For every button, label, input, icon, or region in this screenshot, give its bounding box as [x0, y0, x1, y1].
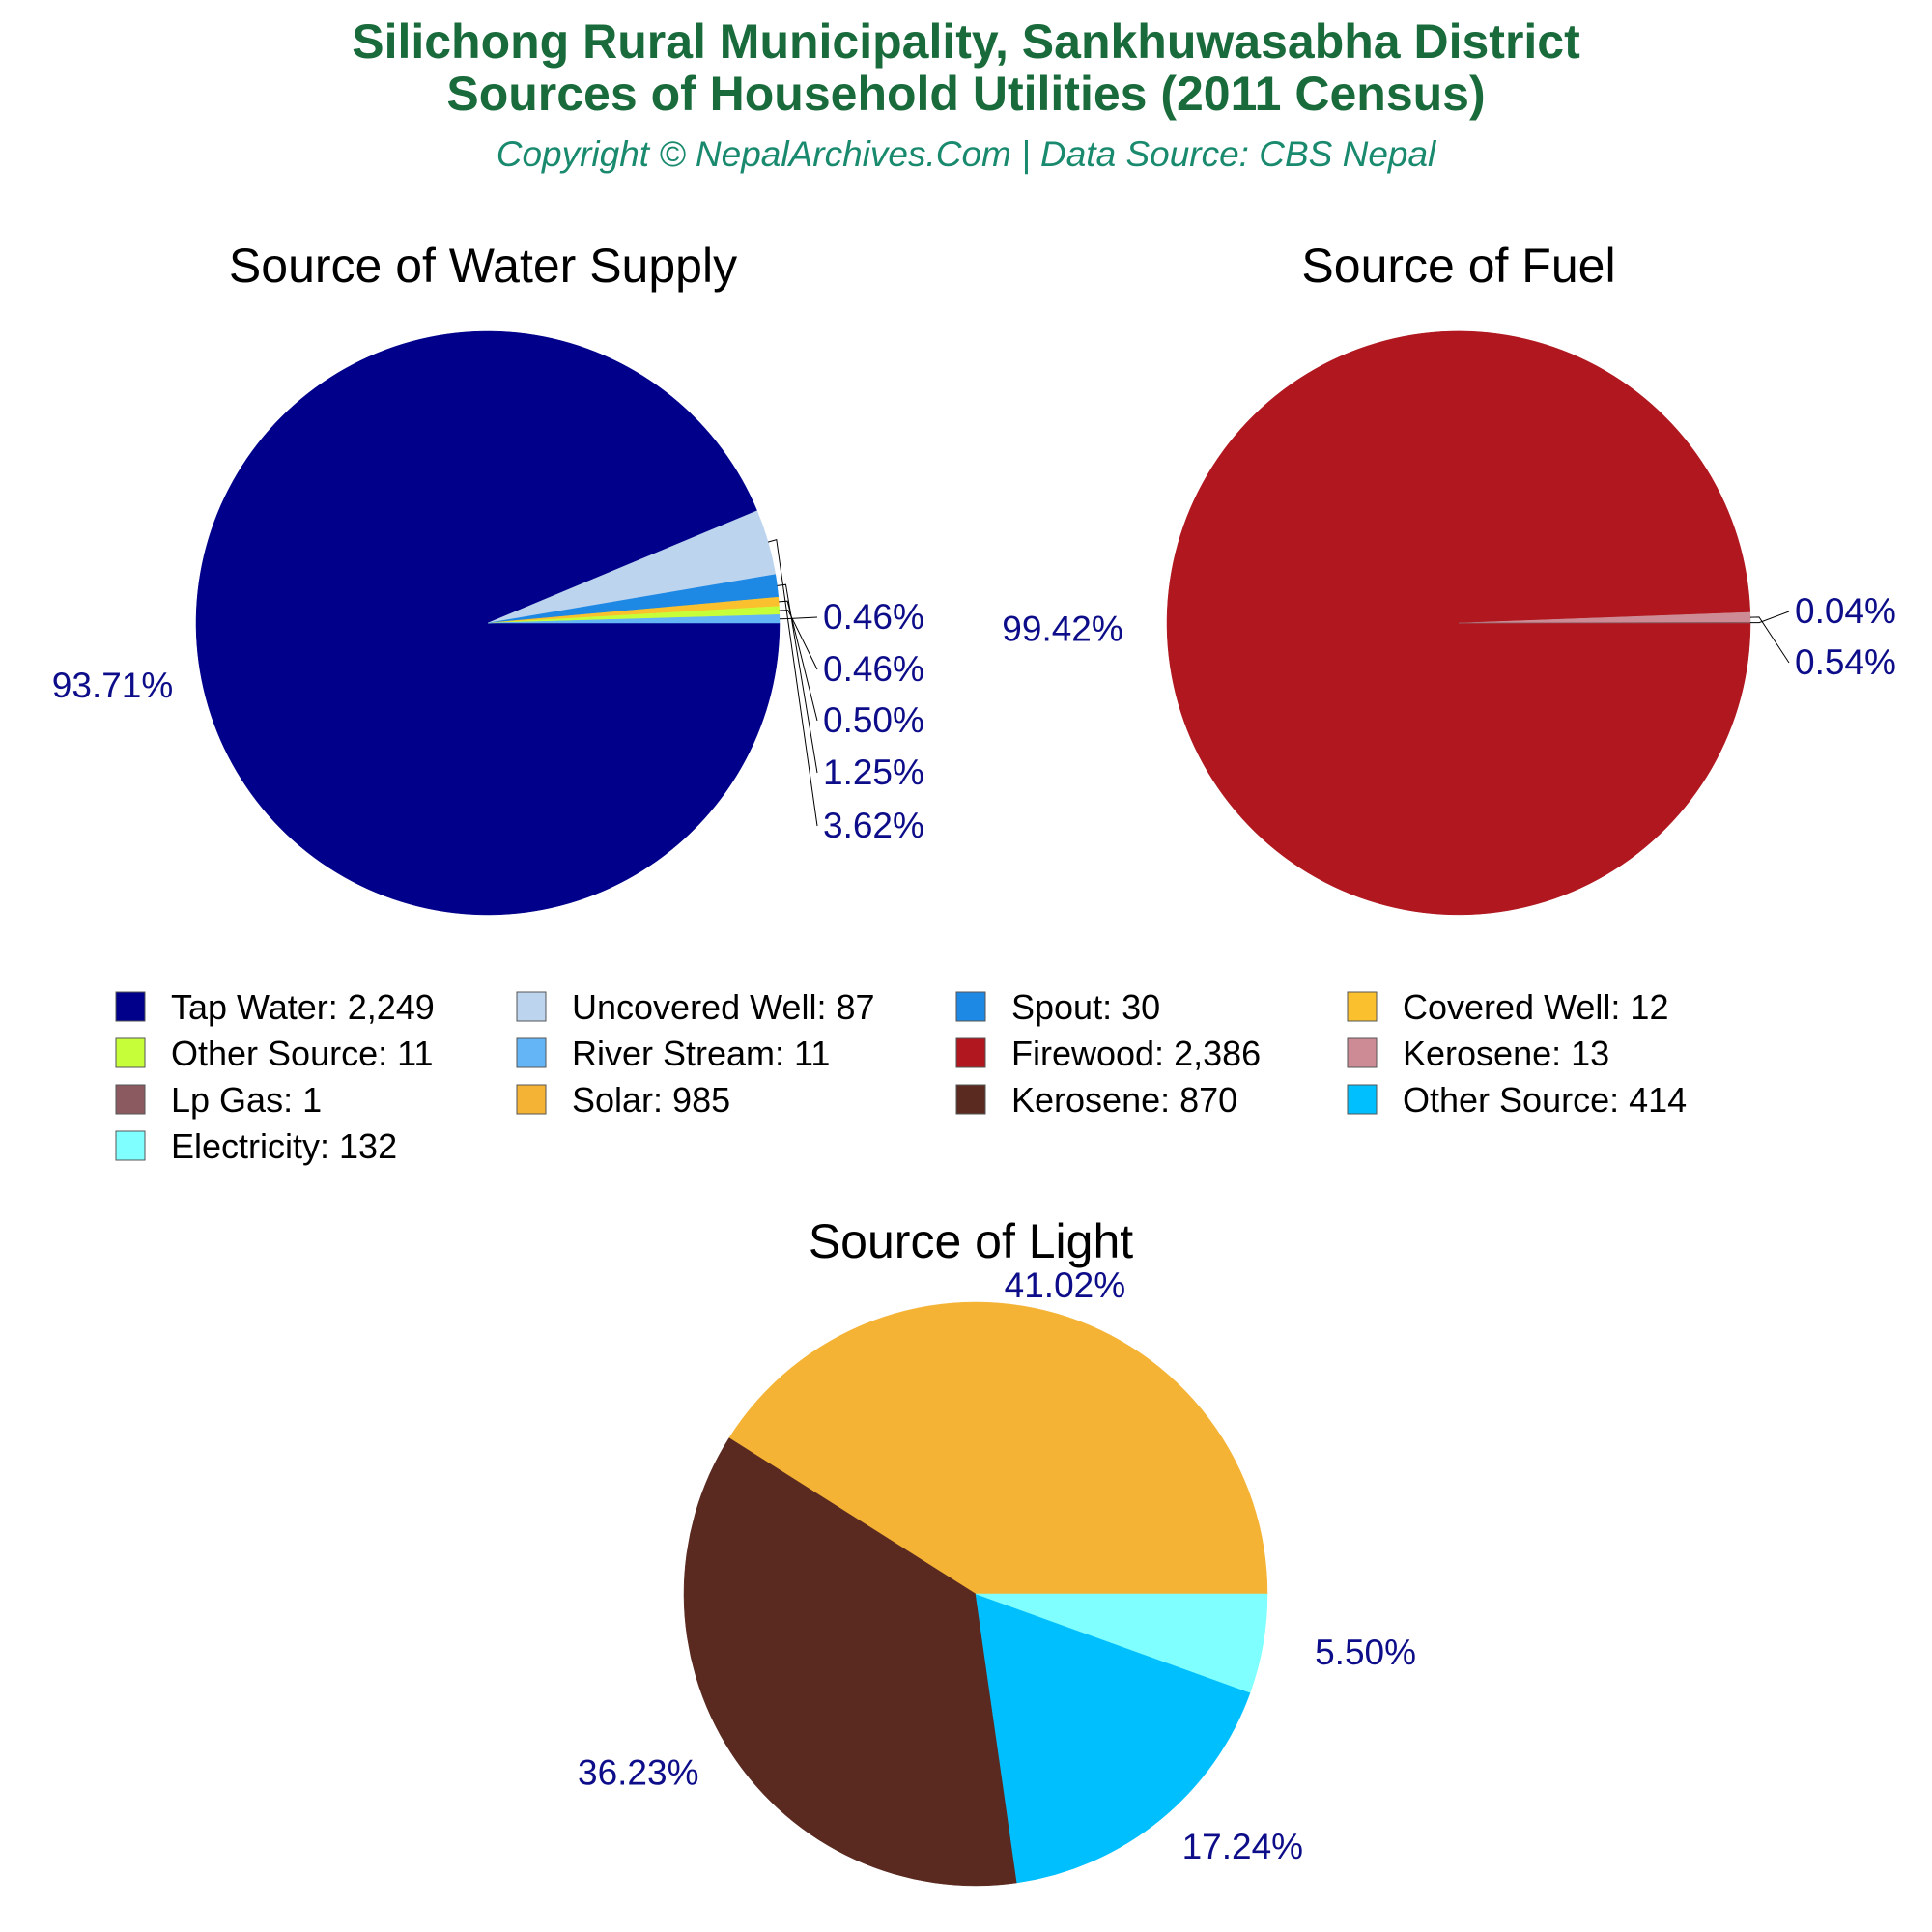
legend-swatch: [517, 1038, 546, 1067]
fuel-pie: [1002, 331, 1896, 915]
legend-item-solar: [517, 1080, 730, 1120]
water-leader-spout: [778, 584, 818, 773]
water-leader-river-stream: [780, 617, 817, 619]
legend-swatch: [1348, 1038, 1377, 1067]
legend-item-kerosene: [1348, 1034, 1609, 1073]
legend-item-uncovered-well: [517, 987, 875, 1027]
legend-swatch: [116, 1038, 145, 1067]
legend-item-kerosene: [956, 1080, 1237, 1120]
legend-swatch: [116, 992, 145, 1021]
water-pct-other-source: 0.46%: [823, 649, 924, 689]
legend-item-spout: [956, 987, 1160, 1027]
light-pct-solar: 41.02%: [1004, 1264, 1126, 1305]
fuel-pct-kerosene: 0.54%: [1795, 642, 1896, 682]
legend-label: Covered Well: 12: [1403, 987, 1669, 1027]
legend-label: Kerosene: 13: [1403, 1034, 1610, 1073]
water-pct-spout: 1.25%: [823, 753, 924, 792]
water-pie-title: Source of Water Supply: [228, 239, 738, 293]
legend-label: Tap Water: 2,249: [171, 987, 435, 1027]
legend-swatch: [956, 992, 985, 1021]
legend-label: Spout: 30: [1011, 987, 1161, 1027]
water-pie: [52, 331, 924, 915]
legend-item-river-stream: [517, 1034, 830, 1073]
legend: [116, 987, 1687, 1166]
water-pct-covered-well: 0.50%: [823, 700, 924, 740]
legend-label: Firewood: 2,386: [1011, 1034, 1262, 1073]
legend-swatch: [517, 1085, 546, 1114]
legend-swatch: [116, 1085, 145, 1114]
legend-label: River Stream: 11: [572, 1034, 831, 1073]
legend-swatch: [1348, 1085, 1377, 1114]
fuel-pct-firewood: 99.42%: [1002, 609, 1123, 649]
light-pct-electricity: 5.50%: [1315, 1633, 1417, 1673]
legend-swatch: [956, 1085, 985, 1114]
light-pie: [578, 1265, 1416, 1886]
legend-item-other-source: [1348, 1080, 1687, 1120]
legend-label: Solar: 985: [572, 1080, 731, 1120]
legend-item-firewood: [956, 1034, 1261, 1073]
water-pct-river-stream: 0.46%: [823, 597, 924, 637]
chart-title-line1: Silichong Rural Municipality, Sankhuwasabha District: [352, 14, 1580, 69]
legend-label: Other Source: 11: [171, 1034, 434, 1073]
water-pct-tap-water: 93.71%: [51, 666, 174, 706]
light-pct-kerosene: 36.23%: [578, 1752, 699, 1793]
legend-swatch: [956, 1038, 985, 1067]
legend-swatch: [517, 992, 546, 1021]
legend-item-lp-gas: [116, 1080, 322, 1120]
legend-label: Electricity: 132: [171, 1126, 398, 1166]
legend-swatch: [1348, 992, 1377, 1021]
light-pie-title: Source of Light: [808, 1214, 1134, 1268]
fuel-pct-lp-gas: 0.04%: [1795, 591, 1896, 631]
chart-title-line2: Sources of Household Utilities (2011 Census): [446, 67, 1486, 121]
legend-item-covered-well: [1348, 987, 1668, 1027]
fuel-leader-kerosene: [1750, 617, 1789, 663]
legend-label: Other Source: 414: [1403, 1080, 1688, 1120]
legend-label: Lp Gas: 1: [171, 1080, 323, 1120]
legend-swatch: [116, 1131, 145, 1160]
chart-subtitle: Copyright © NepalArchives.Com | Data Source: CBS Nepal: [496, 134, 1436, 174]
water-pct-uncovered-well: 3.62%: [823, 806, 924, 845]
legend-item-electricity: [116, 1126, 397, 1166]
legend-label: Kerosene: 870: [1011, 1080, 1238, 1120]
light-pct-other-source: 17.24%: [1181, 1827, 1304, 1867]
legend-label: Uncovered Well: 87: [572, 987, 875, 1027]
fuel-pie-title: Source of Fuel: [1301, 239, 1616, 293]
legend-item-other-source: [116, 1034, 433, 1073]
legend-item-tap-water: [116, 987, 435, 1027]
